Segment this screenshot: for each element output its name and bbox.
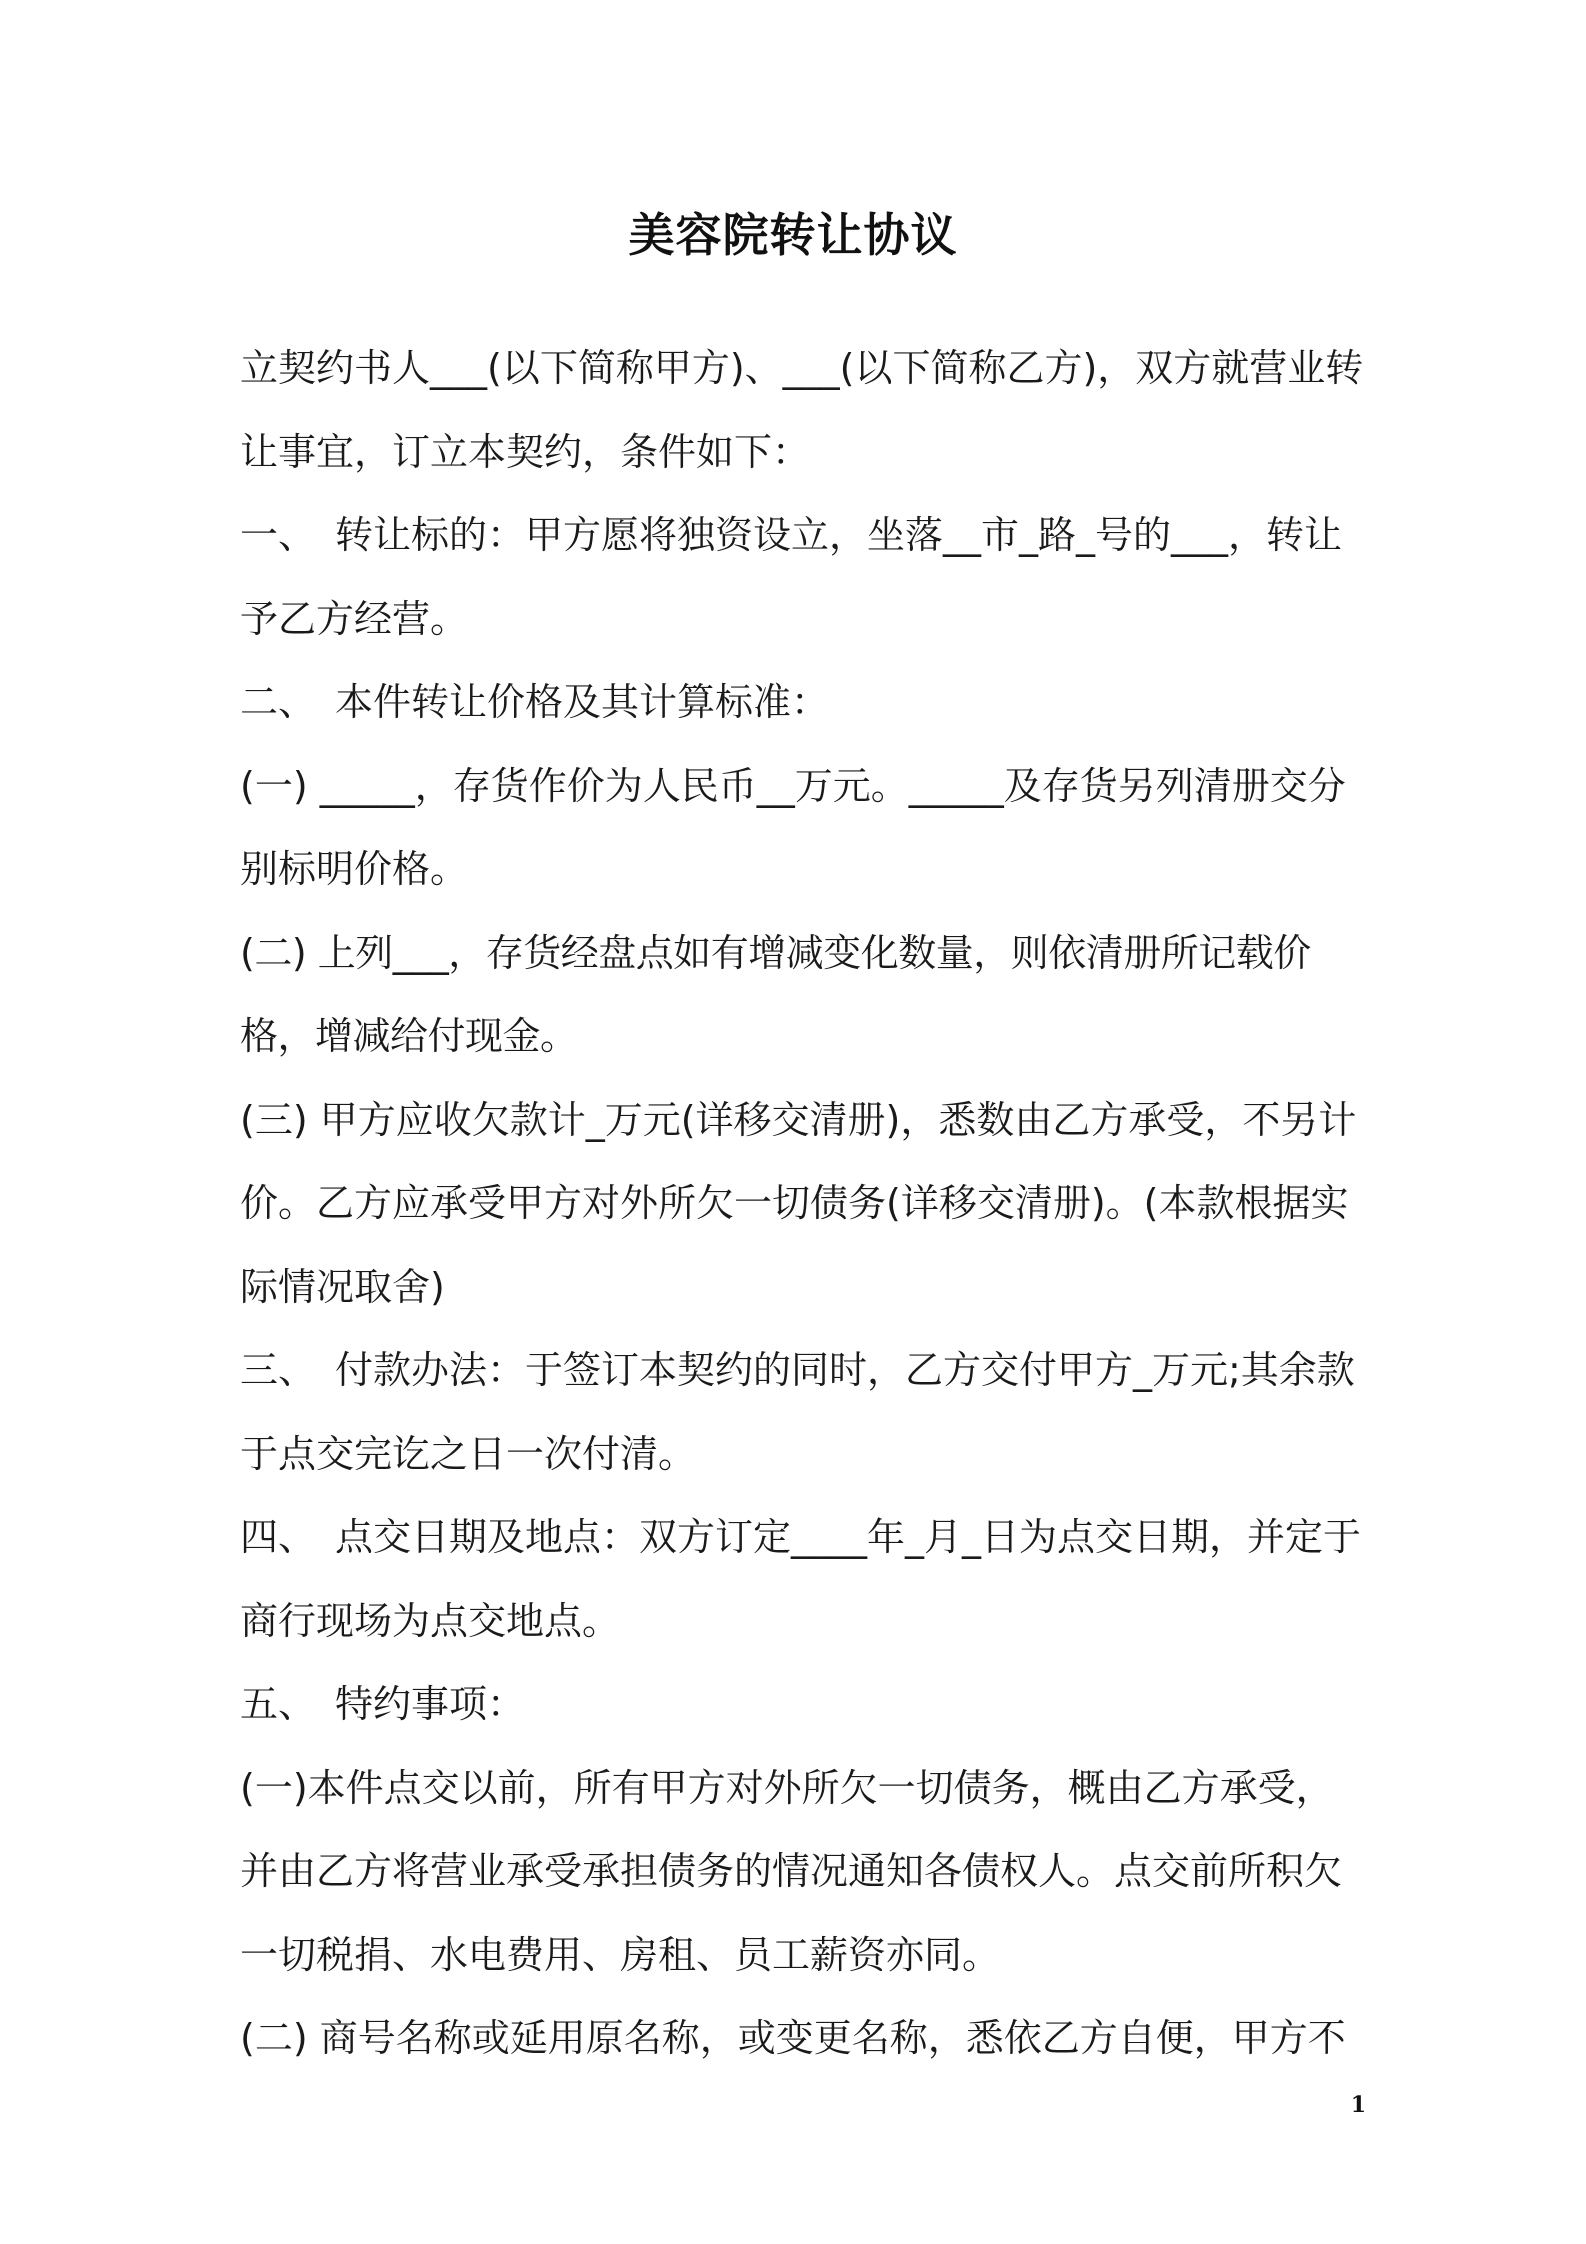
document-title: 美容院转让协议 bbox=[628, 208, 958, 262]
paragraph-section-1: 一、 转让标的：甲方愿将独资设立，坐落__市_路_号的___，转让予乙方经营。 bbox=[240, 513, 1343, 641]
paragraph-section-2-item-2: (二) 上列___，存货经盘点如有增减变化数量，则依清册所记载价格，增减给付现金。 bbox=[240, 930, 1311, 1058]
paragraph-section-5-item-1: (一)本件点交以前，所有甲方对外所欠一切债务，概由乙方承受，并由乙方将营业承受承担债务的情况通知各债权人。点交前所积欠一切税捐、水电费用、房租、员工薪资亦同。 bbox=[240, 1765, 1343, 1977]
paragraph-section-5: 五、 特约事项： bbox=[240, 1682, 526, 1726]
paragraph-section-5-item-2: (二) 商号名称或延用原名称，或变更名称，悉依乙方自便，甲方不 bbox=[240, 2016, 1346, 2060]
document-body bbox=[240, 327, 1370, 2081]
page-number: 1 bbox=[1350, 2092, 1366, 2118]
paragraph-section-2-item-1: (一) _____，存货作价为人民币__万元。_____及存货另列清册交分别标明价格。 bbox=[240, 763, 1346, 891]
paragraph-section-2: 二、 本件转让价格及其计算标准： bbox=[240, 680, 830, 724]
paragraph-preamble: 立契约书人___(以下简称甲方)、___(以下简称乙方)，双方就营业转让事宜，订立本契约，条件如下： bbox=[240, 346, 1364, 474]
paragraph-section-2-item-3: (三) 甲方应收欠款计_万元(详移交清册)，悉数由乙方承受，不另计价。乙方应承受甲方对外所欠一切债务(详移交清册)。(本款根据实际情况取舍) bbox=[240, 1097, 1357, 1309]
paragraph-section-3: 三、 付款办法：于签订本契约的同时，乙方交付甲方_万元;其余款于点交完讫之日一次付清。 bbox=[240, 1348, 1355, 1476]
paragraph-section-4: 四、 点交日期及地点：双方订定____年_月_日为点交日期，并定于商行现场为点交地点。 bbox=[240, 1515, 1362, 1643]
